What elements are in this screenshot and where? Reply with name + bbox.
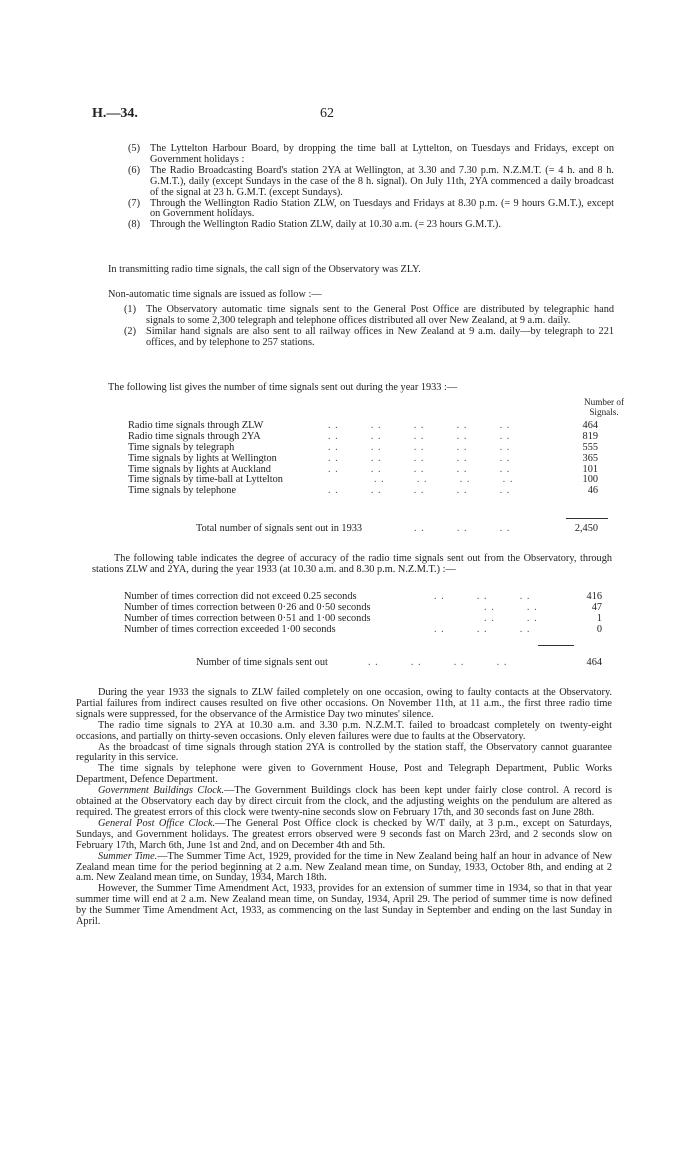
leader-dots: . . . . . . . . [374, 474, 514, 486]
leader-dots: . . . . . . . . . . [328, 430, 511, 442]
signals-table-total [128, 524, 618, 535]
table-row: Time signals by lights at Auckland . . . . . . . . . . 101 [128, 463, 598, 475]
list-item: (6) The Radio Broadcasting Board's station 2YA at Wellington, at 3.30 and 7.30 p.m. N.Z.M.T. (= 4 h. and 8 h. G.M.T.), daily (except Sundays in the case of the 8 h. signal). On July 11th, 2YA commenced a daily broadcast of the signal at 23 h. G.M.T. (except Sundays). [128, 164, 614, 198]
leader-dots: . . . . . . [434, 623, 531, 635]
paragraph: However, the Summer Time Amendment Act, 1933, provides for an extension of summer time in 1934, so that in that year summer time will end at 2 a.m. New Zealand mean time, on Sunday, 1934, April 29. The period of summer time is now defined by the Summer Time Amendment Act, 1933, as commencing on the last Sunday in September and ending on the last Sunday in April. [76, 883, 612, 928]
table-row: Number of times correction between 0·26 and 0·50 seconds . . . . 47 [124, 601, 602, 613]
section-heading: General Post Office Clock. [98, 817, 216, 829]
leader-dots: . . . . . . [414, 523, 511, 534]
table-row: Time signals by lights at Wellington . . . . . . . . . . 365 [128, 452, 598, 464]
paragraph: Summer Time.—The Summer Time Act, 1929, provided for the time in New Zealand being half an hour in advance of New Zealand mean time for the period beginning at 2 a.m. New Zealand mean time, on Sunday, 1933, October 8th, and ending at 2 a.m. New Zealand mean time, on Sunday, 1934, March 18th. [76, 850, 612, 884]
non-automatic-heading: Non-automatic time signals are issued as follow :— [108, 289, 322, 300]
list-item: (8) Through the Wellington Radio Station ZLW, daily at 10.30 a.m. (= 23 hours G.M.T.). [128, 219, 501, 231]
leader-dots: . . . . . . . . . . [328, 452, 511, 464]
paragraph: The time signals by telephone were given to Government House, Post and Telegraph Department, Public Works Department, Defence Department. [76, 763, 612, 786]
section-heading: Summer Time. [98, 850, 158, 862]
paragraph: During the year 1933 the signals to ZLW failed completely on one occasion, owing to faulty contacts at the Observatory. Partial failures from indirect causes resulted on five other occasions. On November 11th, at 11 a.m., the first three radio time signals were suppressed, for the observance of the Armistice Day two minutes' silence. [76, 687, 612, 720]
section-heading: Government Buildings Clock. [98, 785, 225, 797]
leader-dots: . . . . . . . . . . [328, 485, 511, 497]
table-row: Number of times correction did not exceed 0.25 seconds . . . . . . 416 [124, 591, 602, 602]
paragraph: The radio time signals to 2YA at 10.30 a.m. and 3.30 p.m. N.Z.M.T. failed to broadcast completely on twenty-eight occasions, and partially on thirty-seven occasions. Only eleven failures were due to faults at the Observatory. [76, 719, 612, 742]
accuracy-intro: The following table indicates the degree of accuracy of the radio time signals sent out from the Observatory, through stations ZLW and 2YA, during the year 1933 (at 10.30 a.m. and 8.30 p.m. N.Z.M.T.) :— [92, 553, 612, 575]
signals-list-intro: The following list gives the number of time signals sent out during the year 1933 :— [108, 382, 458, 393]
accuracy-table-total [124, 658, 624, 669]
accuracy-table [124, 592, 624, 636]
sum-rule [566, 518, 608, 519]
table-row: Radio time signals through 2YA . . . . . . . . . . 819 [128, 430, 598, 442]
list-item: (5) The Lyttelton Harbour Board, by dropping the time ball at Lyttelton, on Tuesdays and Fridays, except on Government holidays : [128, 143, 614, 165]
leader-dots: . . . . . . . . [368, 657, 508, 668]
table-row: Number of times correction exceeded 1·00 seconds . . . . . . 0 [124, 623, 602, 635]
leader-dots: . . . . [434, 601, 538, 613]
paragraph: Government Buildings Clock.—The Government Buildings clock has been kept under fairly close control. A record is obtained at the Observatory each day by direct circuit from the clock, and the adjusting weights on the pendulum are altered as required. The greatest errors of this clock were twenty-nine seconds slow on February 17th, and 30 seconds fast on June 28th. [76, 785, 612, 818]
paragraph: As the broadcast of time signals through station 2YA is controlled by the station staff, the Observatory cannot guarantee regularity in this service. [76, 741, 612, 764]
table-row: Time signals by time-ball at Lyttelton . . . . . . . . 100 [128, 474, 598, 486]
page-number: 62 [320, 106, 334, 121]
leader-dots: . . . . . . [434, 591, 531, 602]
sum-rule [538, 645, 574, 646]
table-row: Number of times correction between 0·51 and 1·00 seconds . . . . 1 [124, 612, 602, 624]
total-row: Number of time signals sent out . . . . . . . . 464 [196, 657, 602, 668]
list-item: (2) Similar hand signals are also sent to all railway offices in New Zealand at 9 a.m. daily—by telegraph to 221 offices, and by telephone to 257 stations. [124, 325, 614, 348]
leader-dots: . . . . . . . . . . [328, 441, 511, 453]
list-item: (7) Through the Wellington Radio Station ZLW, on Tuesdays and Fridays at 8.30 p.m. (= 9 hours G.M.T.), except on Government holidays. [128, 197, 614, 220]
paragraph: General Post Office Clock.—The General Post Office clock is checked by W/T daily, at 3 p.m., except on Saturdays, Sundays, and Government holidays. The greatest errors observed were 9 seconds fast on March 23rd, and 2 seconds slow on February 17th, March 6th, June 1st and 2nd, and on December 4th and 5th. [76, 817, 612, 851]
total-row: Total number of signals sent out in 1933 . . . . . . 2,450 [196, 523, 598, 534]
leader-dots: . . . . [434, 612, 538, 624]
report-reference: H.—34. [92, 106, 138, 121]
call-sign-paragraph: In transmitting radio time signals, the call sign of the Observatory was ZLY. [108, 264, 421, 275]
body-text [76, 688, 612, 928]
leader-dots: . . . . . . . . . . [328, 463, 511, 475]
leader-dots: . . . . . . . . . . [328, 420, 511, 431]
signals-table [128, 421, 618, 497]
table1-column-header: Number of Signals. [583, 397, 625, 417]
time-signal-sources-list [128, 144, 614, 231]
table-row: Time signals by telephone . . . . . . . . . . 46 [128, 485, 598, 497]
non-automatic-list [124, 305, 614, 349]
list-item: (1) The Observatory automatic time signals sent to the General Post Office are distributed by telegraphic hand signals to some 2,300 telegraph and telephone offices distributed all over New Zealand, at 9 a.m. daily. [124, 304, 614, 326]
table-row: Radio time signals through ZLW . . . . . . . . . . 464 [128, 420, 598, 431]
table-row: Time signals by telegraph . . . . . . . . . . 555 [128, 441, 598, 453]
